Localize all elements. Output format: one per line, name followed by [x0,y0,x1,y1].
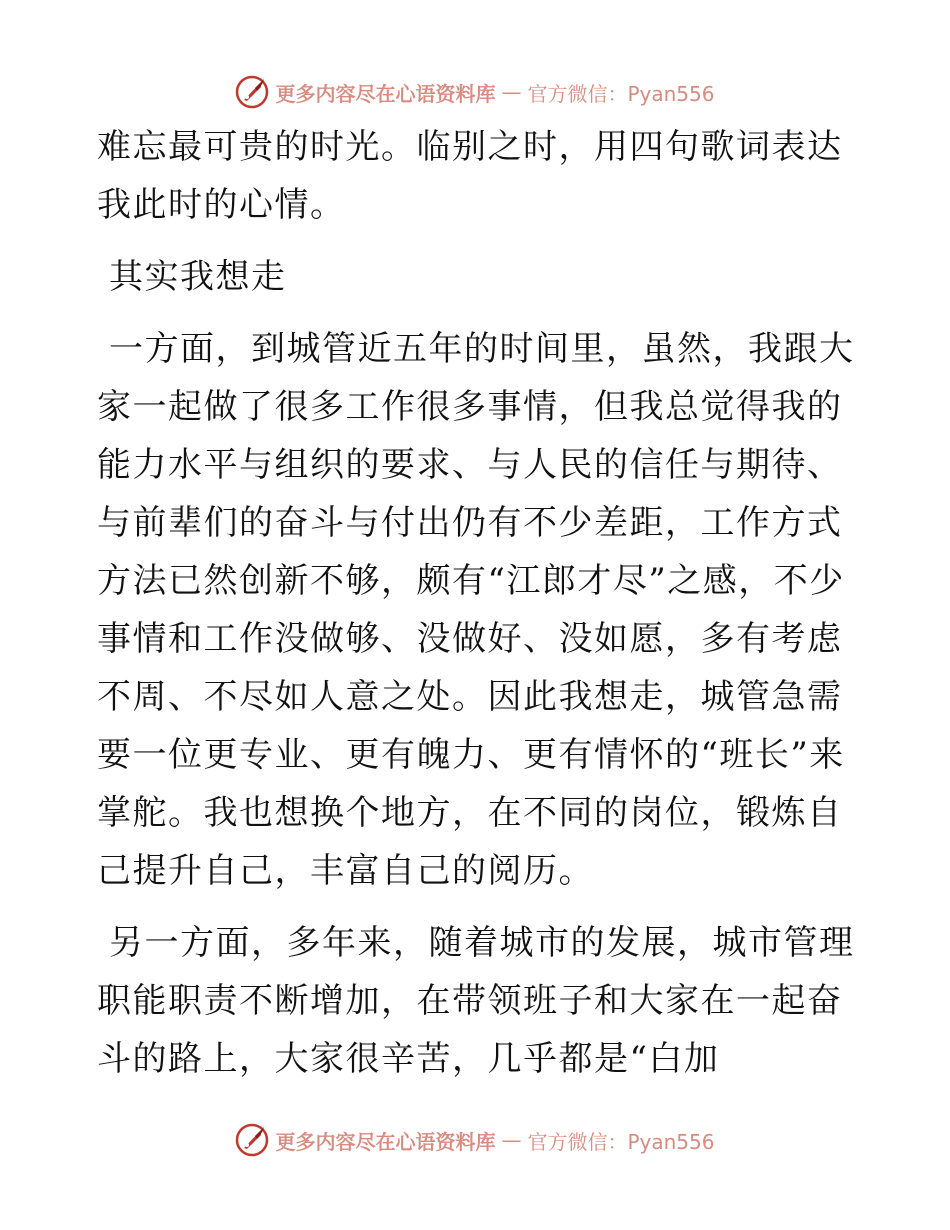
banner-title: 更多内容尽在心语资料库 [275,1129,496,1154]
banner-wechat: 官方微信：Pyan556 [527,1129,715,1154]
paragraph: 一方面，到城管近五年的时间里，虽然，我跟大家一起做了很多工作很多事情，但我总觉得我的能力水平与组织的要求、与人民的信任与期待、与前辈们的奋斗与付出仍有不少差距，工作方式方法已然创新不够，颇有“江郎才尽”之感，不少事情和工作没做够、没做好、没如愿，多有考虑不周、不尽如人意之处。因此我想走，城管急需要一位更专业、更有魄力、更有情怀的“班长”来掌舵。我也想换个地方，在不同的岗位，锻炼自己提升自己，丰富自己的阅历。 [97,329,855,891]
footer-banner-inner [235,1123,714,1157]
header-banner-inner [235,75,714,109]
paragraph: 难忘最可贵的时光。临别之时，用四句歌词表达我此时的心情。 [97,127,843,225]
banner-separator: — [501,80,522,104]
banner-wechat: 官方微信：Pyan556 [527,81,715,106]
banner-separator: — [501,1128,522,1152]
footer-banner [0,1120,950,1160]
red-quill-seal-icon [235,1123,269,1157]
paragraph: 另一方面，多年来，随着城市的发展，城市管理职能职责不断增加，在带领班子和大家在一起奋斗的路上，大家很辛苦，几乎都是“白加 [97,923,855,1079]
red-quill-seal-icon [235,75,269,109]
document-body [97,118,857,1088]
banner-title: 更多内容尽在心语资料库 [275,81,496,106]
header-banner [0,72,950,112]
section-heading: 其实我想走 [109,257,287,297]
